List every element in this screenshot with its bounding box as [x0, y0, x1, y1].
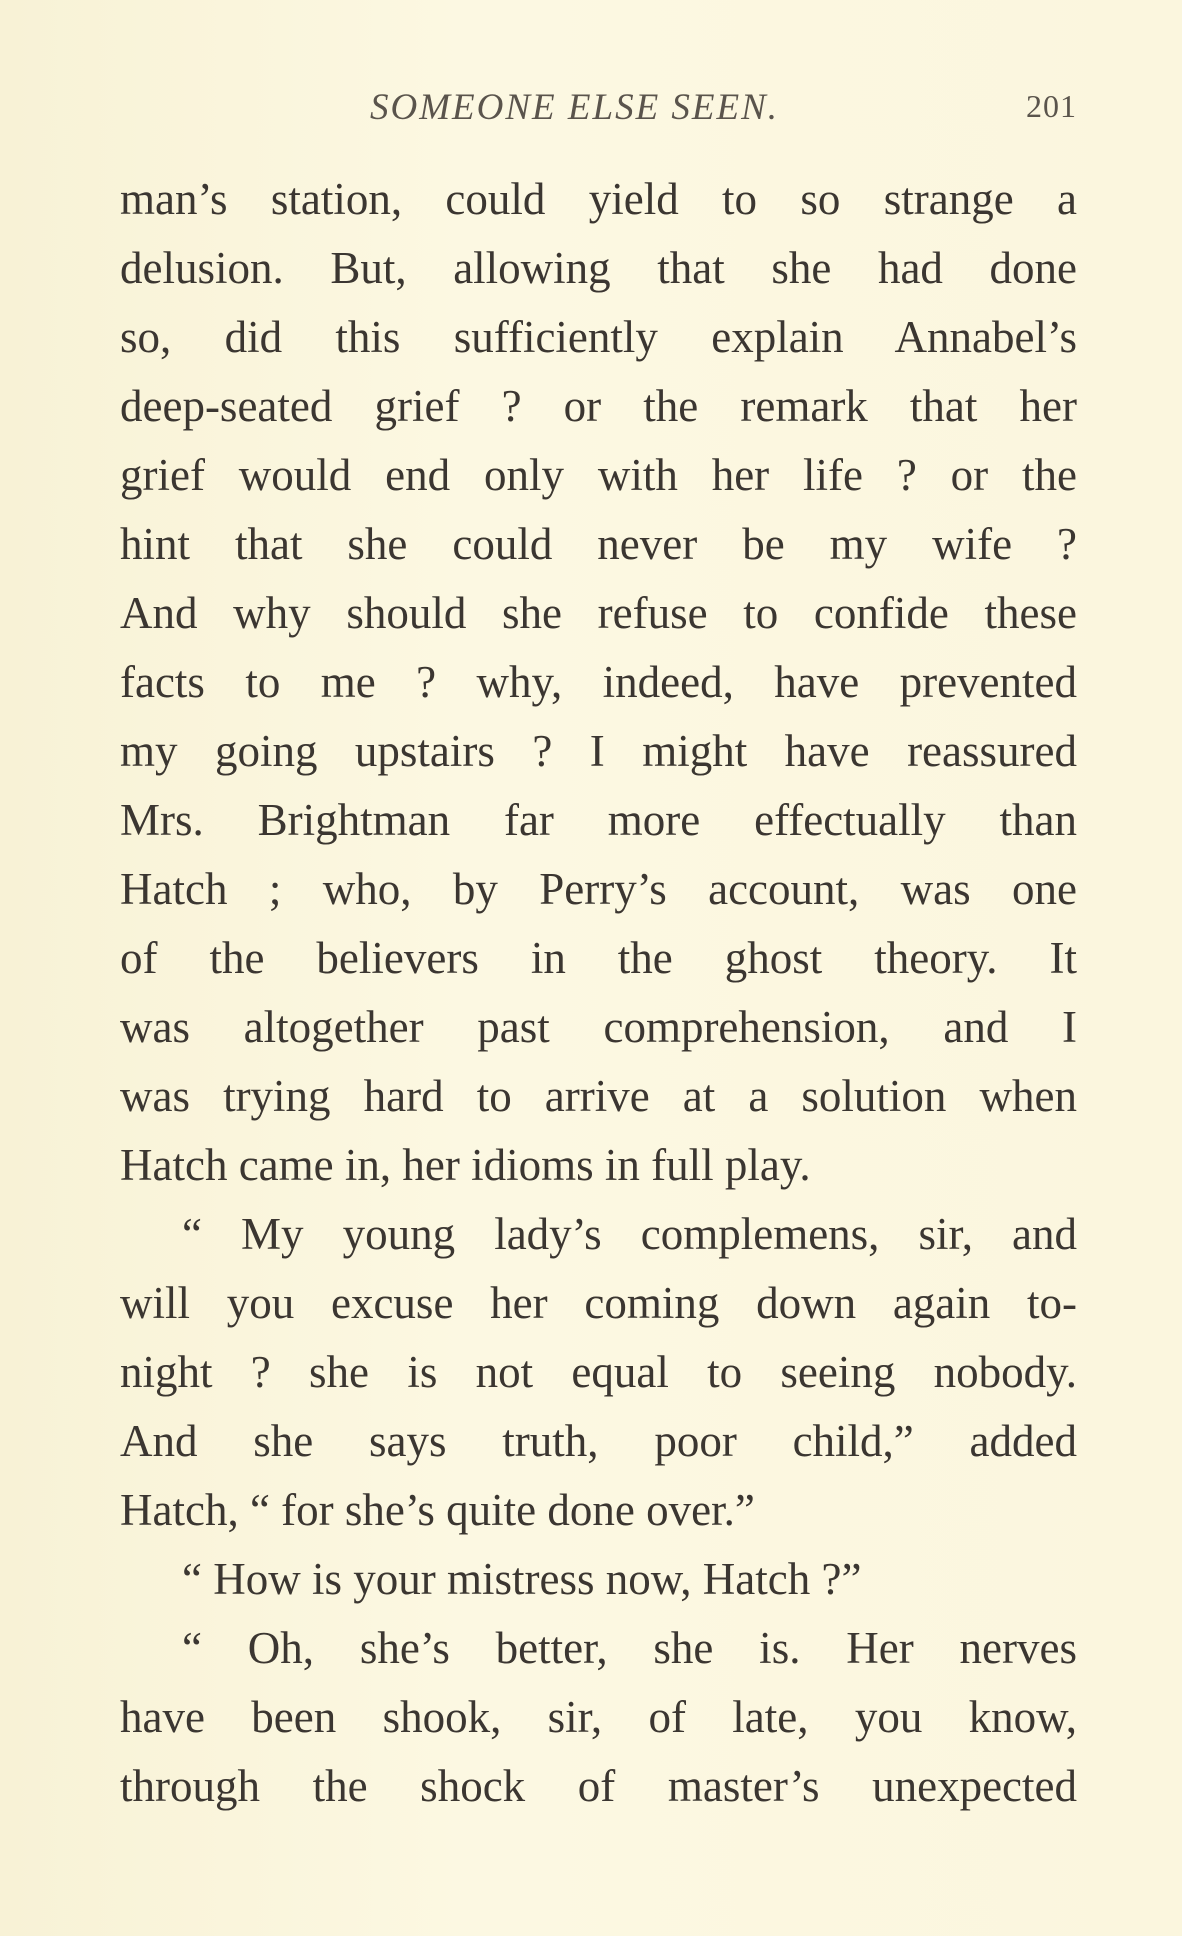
text-line: night ? she is not equal to seeing nobody.	[120, 1347, 1077, 1397]
text-line: my going upstairs ? I might have reassured	[120, 726, 1077, 776]
text-line: “ How is your mistress now, Hatch ?”	[182, 1554, 862, 1604]
running-title: SOMEONE ELSE SEEN.	[370, 87, 780, 128]
text-line: And why should she refuse to confide these	[120, 588, 1077, 638]
body-text	[120, 165, 1077, 1821]
text-line: was trying hard to arrive at a solution when	[120, 1071, 1077, 1121]
text-line: have been shook, sir, of late, you know,	[120, 1692, 1077, 1742]
text-line: “ My young lady’s complemens, sir, and	[182, 1209, 1077, 1259]
text-line: so, did this sufficiently explain Annabel’s	[120, 312, 1077, 362]
text-line: Hatch, “ for she’s quite done over.”	[120, 1485, 755, 1535]
text-line: man’s station, could yield to so strange a	[120, 174, 1077, 224]
text-line: Hatch ; who, by Perry’s account, was one	[120, 864, 1077, 914]
page-number: 201	[1026, 88, 1077, 124]
text-line: Mrs. Brightman far more effectually than	[120, 795, 1077, 845]
text-line: Hatch came in, her idioms in full play.	[120, 1140, 811, 1190]
text-line: facts to me ? why, indeed, have prevented	[120, 657, 1077, 707]
text-line: was altogether past comprehension, and I	[120, 1002, 1077, 1052]
text-line: delusion. But, allowing that she had done	[120, 243, 1077, 293]
text-line: hint that she could never be my wife ?	[120, 519, 1077, 569]
text-line: will you excuse her coming down again to-	[120, 1278, 1077, 1328]
text-line: And she says truth, poor child,” added	[120, 1416, 1077, 1466]
text-line: deep-seated grief ? or the remark that her	[120, 381, 1077, 431]
text-line: grief would end only with her life ? or the	[120, 450, 1077, 500]
running-head	[120, 86, 1077, 136]
text-line: through the shock of master’s unexpected	[120, 1761, 1077, 1811]
text-line: of the believers in the ghost theory. It	[120, 933, 1077, 983]
text-line: “ Oh, she’s better, she is. Her nerves	[182, 1623, 1077, 1673]
